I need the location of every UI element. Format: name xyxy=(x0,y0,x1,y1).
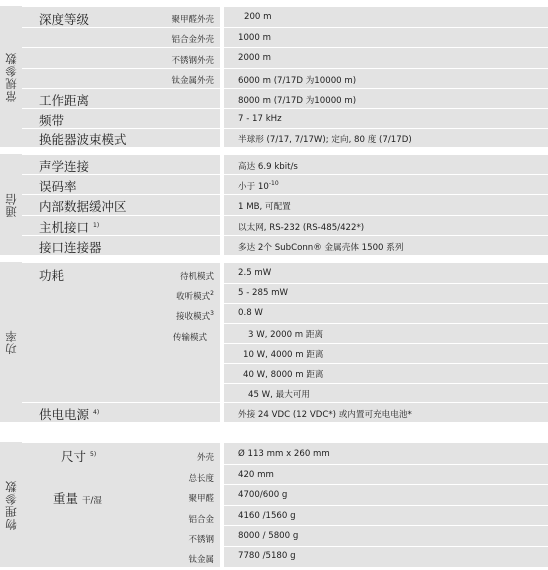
table-row xyxy=(22,402,548,422)
spec-sublabel: 不锈钢 xyxy=(188,535,214,545)
spec-label: 换能器波束模式 xyxy=(39,132,127,147)
table-row xyxy=(22,88,548,108)
weight-suffix: 干/湿 xyxy=(82,496,102,506)
superscript: 4) xyxy=(93,408,100,416)
spec-value: 200 m xyxy=(244,12,272,22)
spec-value: 1000 m xyxy=(238,33,271,43)
spec-sublabel: 聚甲醛外壳 xyxy=(171,15,214,25)
spec-value: 高达 6.9 kbit/s xyxy=(238,162,298,172)
spec-sublabel: 外壳 xyxy=(196,453,214,463)
spec-value: 2.5 mW xyxy=(238,268,272,278)
label-text: 主机接口 xyxy=(39,220,90,235)
label-text: 收听模式 xyxy=(176,292,211,302)
spec-label: 工作距离 xyxy=(39,93,90,108)
superscript: 5) xyxy=(90,450,97,458)
spec-value: 2000 m xyxy=(238,53,271,63)
section-label-bar xyxy=(0,6,22,147)
spec-value xyxy=(238,180,279,192)
size-label xyxy=(61,447,96,465)
spec-sublabel xyxy=(176,310,214,322)
spec-value: 7 - 17 kHz xyxy=(238,114,282,124)
table-row xyxy=(22,235,548,255)
spec-value: 4700/600 g xyxy=(238,490,288,500)
spec-value: Ø 113 mm x 260 mm xyxy=(238,449,330,459)
spec-value: 外接 24 VDC (12 VDC*) 或内置可充电电池* xyxy=(238,410,412,420)
table-row xyxy=(22,128,548,147)
superscript: -10 xyxy=(268,180,279,188)
physical-block xyxy=(22,442,548,567)
spec-sublabel: 铝合金外壳 xyxy=(171,35,214,45)
section-label-bar xyxy=(0,262,22,422)
power-block xyxy=(22,262,548,402)
section-label-bar xyxy=(0,442,22,567)
label-text: 供电电源 xyxy=(39,407,90,422)
section-general xyxy=(0,6,548,147)
weight-label xyxy=(53,489,102,507)
spec-value: 半球形 (7/17, 7/17W); 定向, 80 度 (7/17D) xyxy=(238,135,412,145)
table-row xyxy=(22,68,548,88)
spec-value: 5 - 285 mW xyxy=(238,288,289,298)
spec-value: 7780 /5180 g xyxy=(238,551,296,561)
table-row xyxy=(22,108,548,128)
spec-sublabel: 传输模式 xyxy=(172,333,207,343)
spec-label: 深度等级 xyxy=(39,12,90,27)
spec-label: 功耗 xyxy=(39,268,65,283)
spec-value: 多达 2个 SubConn® 金属壳体 1500 系列 xyxy=(238,243,404,253)
table-row xyxy=(22,6,548,27)
spec-value: 以太网, RS-232 (RS-485/422*) xyxy=(238,223,365,233)
section-label-bar xyxy=(0,154,22,255)
spec-value: 420 mm xyxy=(238,470,274,480)
spec-sublabel: 不锈钢外壳 xyxy=(171,56,214,66)
spec-value: 4160 /1560 g xyxy=(238,511,296,521)
section-label: 通信 xyxy=(4,192,18,217)
spec-label: 声学连接 xyxy=(39,159,90,174)
spec-value: 8000 m (7/17D 为10000 m) xyxy=(238,96,357,106)
section-label: 物理参数 xyxy=(4,479,18,530)
section-label: 常规参数 xyxy=(4,51,18,102)
spec-label: 内部数据缓冲区 xyxy=(39,199,127,214)
spec-sublabel: 总长度 xyxy=(188,474,214,484)
spec-value: 8000 / 5800 g xyxy=(238,531,299,541)
section-comm xyxy=(0,154,548,255)
superscript: 3 xyxy=(210,310,214,318)
spec-label xyxy=(39,218,99,236)
section-label: 功率 xyxy=(4,329,18,355)
section-physical xyxy=(0,442,548,567)
value-text: 小于 10 xyxy=(238,182,269,192)
spec-value: 10 W, 4000 m 距离 xyxy=(243,350,324,360)
spec-sublabel: 铝合金 xyxy=(188,515,214,525)
spec-label xyxy=(39,405,99,423)
spec-value: 45 W, 最大可用 xyxy=(248,390,311,400)
table-row xyxy=(22,174,548,194)
label-text: 尺寸 xyxy=(61,449,87,464)
label-text: 接收模式 xyxy=(176,312,211,322)
spec-sublabel: 钛金属 xyxy=(188,555,214,565)
section-power xyxy=(0,262,548,422)
table-row xyxy=(22,154,548,174)
table-row xyxy=(22,27,548,47)
spec-sublabel: 待机模式 xyxy=(179,272,214,282)
label-text: 重量 xyxy=(53,491,79,506)
spec-sublabel: 钛金属外壳 xyxy=(171,76,214,86)
spec-sublabel xyxy=(176,290,214,302)
table-row xyxy=(22,194,548,215)
table-row xyxy=(22,215,548,235)
spec-label: 接口连接器 xyxy=(39,240,102,255)
spec-value: 40 W, 8000 m 距离 xyxy=(243,370,324,380)
spec-value: 1 MB, 可配置 xyxy=(238,202,291,212)
table-row xyxy=(22,47,548,68)
spec-label: 频带 xyxy=(39,113,65,128)
superscript: 2 xyxy=(210,290,214,298)
spec-label: 误码率 xyxy=(39,179,77,194)
spec-value: 3 W, 2000 m 距离 xyxy=(248,330,324,340)
spec-sublabel: 聚甲醛 xyxy=(188,494,214,504)
spec-value: 6000 m (7/17D 为10000 m) xyxy=(238,76,357,86)
superscript: 1) xyxy=(93,221,100,229)
spec-value: 0.8 W xyxy=(238,308,263,318)
